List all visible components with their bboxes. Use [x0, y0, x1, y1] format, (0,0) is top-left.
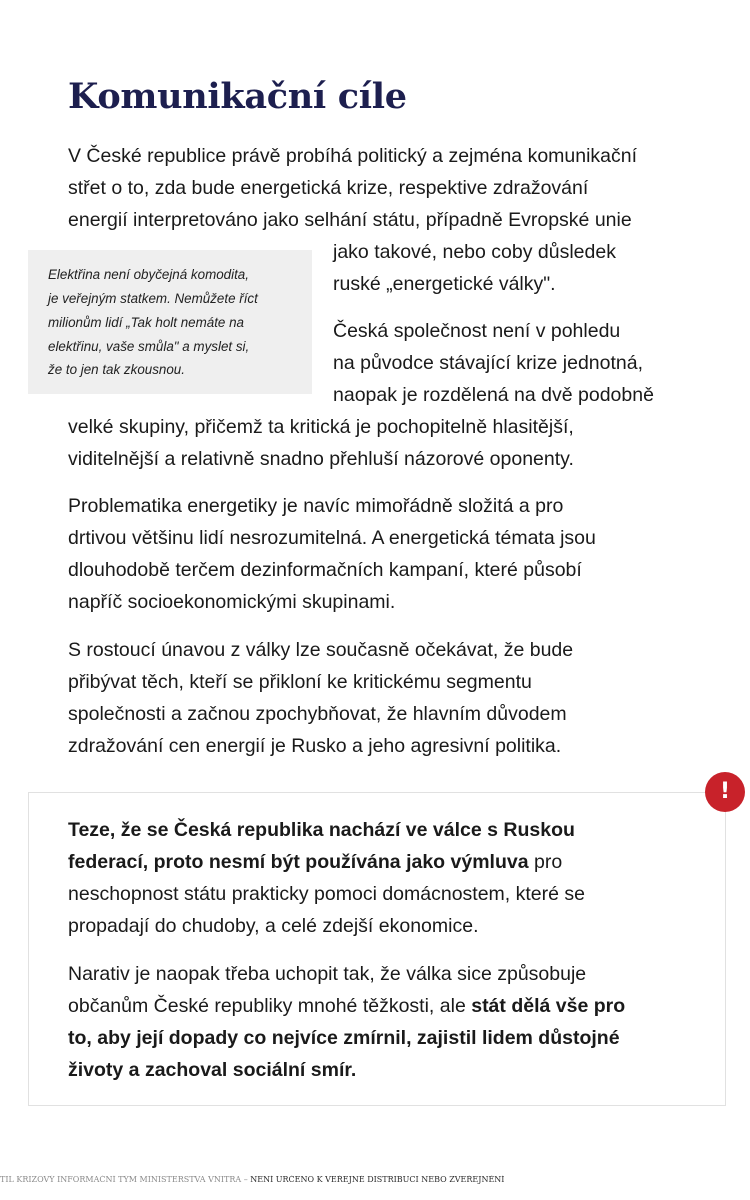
paragraph-line: dlouhodobě terčem dezinformačních kampaní, které působí: [68, 559, 582, 581]
callout-line: [68, 848, 562, 876]
paragraph-line: společnosti a začnou zpochybňovat, že hlavním důvodem: [68, 703, 567, 725]
page-title: Komunikační cíle: [68, 76, 407, 117]
paragraph-line: S rostoucí únavou z války lze současně očekávat, že bude: [68, 639, 574, 661]
callout-emphasis: stát dělá vše pro: [471, 995, 626, 1017]
callout-line: neschopnost státu prakticky pomoci domácnostem, které se: [68, 883, 585, 905]
callout-line: Teze, že se Česká republika nachází ve válce s Ruskou: [68, 819, 575, 841]
pull-quote-line: že to jen tak zkousnou.: [48, 362, 185, 377]
footer-notice: NENÍ URČENO K VEŘEJNÉ DISTRIBUCI NEBO ZVEŘEJNĚNÍ: [250, 1175, 505, 1184]
paragraph-line: energií interpretováno jako selhání státu, případně Evropské unie: [68, 209, 632, 231]
callout-emphasis: federací, proto nesmí být používána jako výmluva: [68, 851, 529, 873]
paragraph-line: Problematika energetiky je navíc mimořádně složitá a pro: [68, 495, 564, 517]
paragraph-line: naopak je rozdělená na dvě podobně: [333, 384, 654, 406]
pull-quote-line: je veřejným statkem. Nemůžete říct: [48, 291, 258, 306]
callout-line: [68, 992, 625, 1020]
pull-quote-line: milionům lidí „Tak holt nemáte na: [48, 315, 244, 330]
paragraph-line: drtivou většinu lidí nesrozumitelná. A energetická témata jsou: [68, 527, 596, 549]
paragraph-line: velké skupiny, přičemž ta kritická je pochopitelně hlasitější,: [68, 416, 574, 438]
pull-quote-line: Elektřina není obyčejná komodita,: [48, 267, 249, 282]
paragraph-line: Česká společnost není v pohledu: [333, 320, 621, 342]
paragraph-line: přibývat těch, kteří se přikloní ke kritickému segmentu: [68, 671, 532, 693]
callout-line: propadají do chudoby, a celé zdejší ekonomice.: [68, 915, 479, 937]
paragraph-line: viditelnější a relativně snadno přehluší názorové oponenty.: [68, 448, 574, 470]
footer-text: TIL KRIZOVÝ INFORMAČNÍ TÝM MINISTERSTVA VNITRA –: [0, 1175, 251, 1184]
paragraph-line: na původce stávající krize jednotná,: [333, 352, 644, 374]
callout-text: občanům České republiky mnohé těžkosti, ale: [68, 995, 472, 1017]
footer: [0, 1175, 750, 1185]
callout-text: pro: [528, 851, 563, 873]
paragraph-line: ruské „energetické války".: [333, 273, 556, 295]
callout-line: životy a zachoval sociální smír.: [68, 1059, 357, 1081]
callout-line: to, aby její dopady co nejvíce zmírnil, zajistil lidem důstojné: [68, 1027, 620, 1049]
paragraph-line: napříč socioekonomickými skupinami.: [68, 591, 396, 613]
paragraph-line: V České republice právě probíhá politický a zejména komunikační: [68, 145, 638, 167]
exclamation-icon: !: [705, 772, 745, 812]
callout-line: Narativ je naopak třeba uchopit tak, že válka sice způsobuje: [68, 963, 587, 985]
pull-quote: [28, 250, 312, 394]
pull-quote-line: elektřinu, vaše smůla" a myslet si,: [48, 339, 250, 354]
paragraph-line: zdražování cen energií je Rusko a jeho agresivní politika.: [68, 735, 562, 757]
paragraph-line: jako takové, nebo coby důsledek: [333, 241, 616, 263]
paragraph-line: střet o to, zda bude energetická krize, respektive zdražování: [68, 177, 589, 199]
